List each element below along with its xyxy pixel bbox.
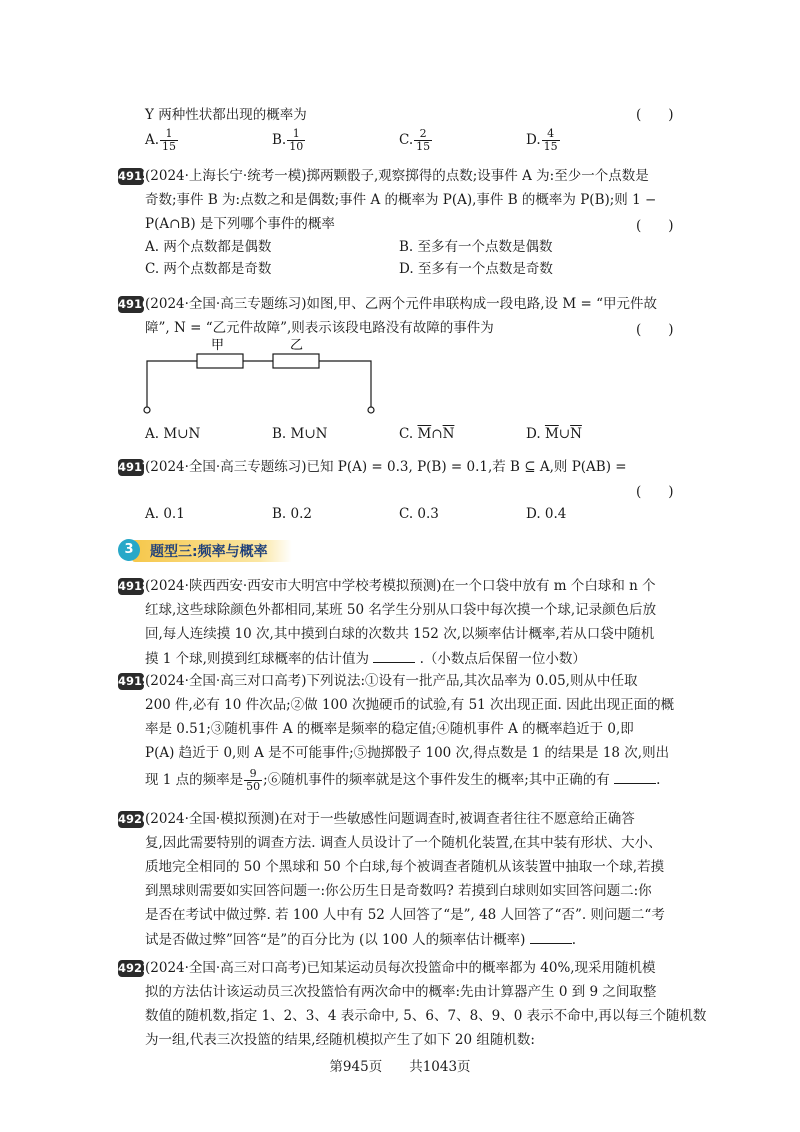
q4920-line-1: (2024·全国·模拟预测)在对于一些敏感性问题调查时,被调查者往往不愿意给正确答 [145, 811, 635, 827]
q4917-option-b: B. 0.2 [272, 506, 312, 522]
q4914-tail: Y 两种性状都出现的概率为 [145, 107, 307, 123]
page-total: 共1043页 [409, 1059, 471, 1075]
terminal-right [368, 407, 374, 413]
answer-blank [530, 929, 572, 944]
page-number: 第945页 [329, 1059, 383, 1075]
question-number-badge: 4921 [118, 961, 151, 975]
q4914-paren: ( ) [636, 107, 674, 123]
q4915-line-3: P(A∩B) 是下列哪个事件的概率 [145, 216, 335, 232]
fraction: $\frac{1}{10}$ [289, 127, 304, 153]
q4917-text: (2024·全国·高三专题练习)已知 P(A) = 0.3, P(B) = 0.1,若 B ⊆ A,则 P(AB) = [145, 459, 627, 475]
q4916-option-b: B. M∪N [272, 426, 328, 442]
q4915-line-1: (2024·上海长宁·统考一模)掷两颗骰子,观察掷得的点数;设事件 A 为:至少一个点数是 [145, 168, 649, 184]
q4919-line-2: 200 件,必有 10 件次品;②做 100 次抛硬币的试验,有 51 次出现正面. 因此出现正面的概 [145, 697, 675, 713]
q4916-option-c: C. $\overline{M}\cap\overline{N}$ [399, 426, 455, 442]
q4914-option-d: D. $\frac{4}{15}$ [526, 127, 558, 153]
q4916-paren: ( ) [636, 322, 674, 338]
q4920-line-5: 是否在考试中做过弊. 若 100 人中有 52 人回答了“是”, 48 人回答了“否”. 则问题二“考 [145, 907, 665, 923]
q4918-line-4: 摸 1 个球,则摸到红球概率的估计值为 .（小数点后保留一位小数） [145, 648, 586, 669]
terminal-left [144, 407, 150, 413]
element-yi-label: 乙 [290, 338, 304, 353]
q4919-line-1: (2024·全国·高三对口高考)下列说法:①设有一批产品,其次品率为 0.05,则从中任取 [145, 673, 638, 689]
q4917-option-c: C. 0.3 [399, 506, 439, 522]
fraction: $\frac{2}{15}$ [416, 127, 431, 153]
q4920-line-6: 试是否做过弊”回答“是”的百分比为 (以 100 人的频率估计概率) . [145, 929, 576, 950]
q4920-line-2: 复,因此需要特别的调查方法. 调查人员设计了一个随机化装置,在其中装有形状、大小、 [145, 835, 662, 851]
answer-blank [373, 648, 415, 663]
q4919-line-4: P(A) 趋近于 0,则 A 是不可能事件;⑤抛掷骰子 100 次,得点数是 1 的结果是 18 次,则出 [145, 745, 670, 761]
q4915-paren: ( ) [636, 218, 674, 234]
q4917-paren: ( ) [636, 484, 674, 500]
q4914-option-a: A. $\frac{1}{15}$ [145, 127, 177, 153]
q4915-option-d: D. 至多有一个点数是奇数 [399, 261, 553, 277]
q4920-line-3: 质地完全相同的 50 个黑球和 50 个白球,每个被调查者随机从该装置中抽取一个球,若摸 [145, 859, 665, 875]
q4918-line-2: 红球,这些球除颜色外都相同,某班 50 名学生分别从口袋中每次摸一个球,记录颜色后放 [145, 602, 657, 618]
q4914-option-c: C. $\frac{2}{15}$ [399, 127, 431, 153]
circuit-diagram [138, 335, 388, 420]
question-number-badge: 4919 [118, 674, 151, 688]
q4921-line-3: 数值的随机数,指定 1、2、3、4 表示命中, 5、6、7、8、9、0 表示不命中,再以每三个随机数 [145, 1008, 707, 1024]
q4918-line-3: 回,每人连续摸 10 次,其中摸到白球的次数共 152 次,以频率估计概率,若从口袋中随机 [145, 626, 655, 642]
question-number-badge: 4920 [118, 812, 151, 826]
question-number-badge: 4917 [118, 460, 151, 474]
fraction: $\frac{9}{50}$ [246, 767, 261, 793]
q4915-option-a: A. 两个点数都是偶数 [145, 239, 272, 255]
q4918-line-1: (2024·陕西西安·西安市大明宫中学校考模拟预测)在一个口袋中放有 m 个白球和 n 个 [145, 578, 656, 594]
element-jia-box [197, 354, 243, 368]
q4919-line-5: 现 1 点的频率是 $\frac{9}{50}$ ;⑥随机事件的频率就是这个事件发生的概率;其中正确的有 . [145, 767, 661, 793]
answer-blank [614, 769, 656, 784]
q4917-option-a: A. 0.1 [145, 506, 185, 522]
q4919-line-3: 率是 0.51;③随机事件 A 的概率是频率的稳定值;④随机事件 A 的概率趋近于 0,即 [145, 721, 634, 737]
page-footer [0, 1055, 800, 1075]
question-number-badge: 4918 [118, 579, 151, 593]
q4915-option-b: B. 至多有一个点数是偶数 [399, 239, 553, 255]
q4915-line-2: 奇数;事件 B 为:点数之和是偶数;事件 A 的概率为 P(A),事件 B 的概率为 P(B);则 1 − [145, 192, 657, 208]
q4916-option-d: D. $\overline{M}\cup\overline{N}$ [526, 426, 582, 442]
fraction: $\frac{4}{15}$ [543, 127, 558, 153]
element-yi-box [273, 354, 319, 368]
q4914-option-b: B. $\frac{1}{10}$ [272, 127, 304, 153]
q4921-line-2: 拟的方法估计该运动员三次投篮恰有两次命中的概率:先由计算器产生 0 到 9 之间取整 [145, 984, 657, 1000]
question-number-badge: 4916 [118, 297, 151, 311]
section-number-icon: 3 [118, 539, 140, 561]
q4916-line-1: (2024·全国·高三专题练习)如图,甲、乙两个元件串联构成一段电路,设 M = “甲元件故 [145, 296, 657, 312]
q4920-line-4: 到黑球则需要如实回答问题一:你公历生日是奇数吗? 若摸到白球则如实回答问题二:你 [145, 883, 652, 899]
q4921-line-1: (2024·全国·高三对口高考)已知某运动员每次投篮命中的概率都为 40%,现采用随机模 [145, 960, 656, 976]
section-title: 题型三:频率与概率 [150, 544, 268, 560]
element-jia-label: 甲 [211, 338, 225, 353]
q4916-option-a: A. M∪N [145, 426, 201, 442]
q4921-line-4: 为一组,代表三次投篮的结果,经随机模拟产生了如下 20 组随机数: [145, 1032, 535, 1048]
question-number-badge: 4915 [118, 169, 151, 183]
q4915-option-c: C. 两个点数都是奇数 [145, 261, 272, 277]
q4916-line-2: 障”, N = “乙元件故障”,则表示该段电路没有故障的事件为 [145, 320, 494, 336]
q4917-option-d: D. 0.4 [526, 506, 567, 522]
fraction: $\frac{1}{15}$ [162, 127, 177, 153]
